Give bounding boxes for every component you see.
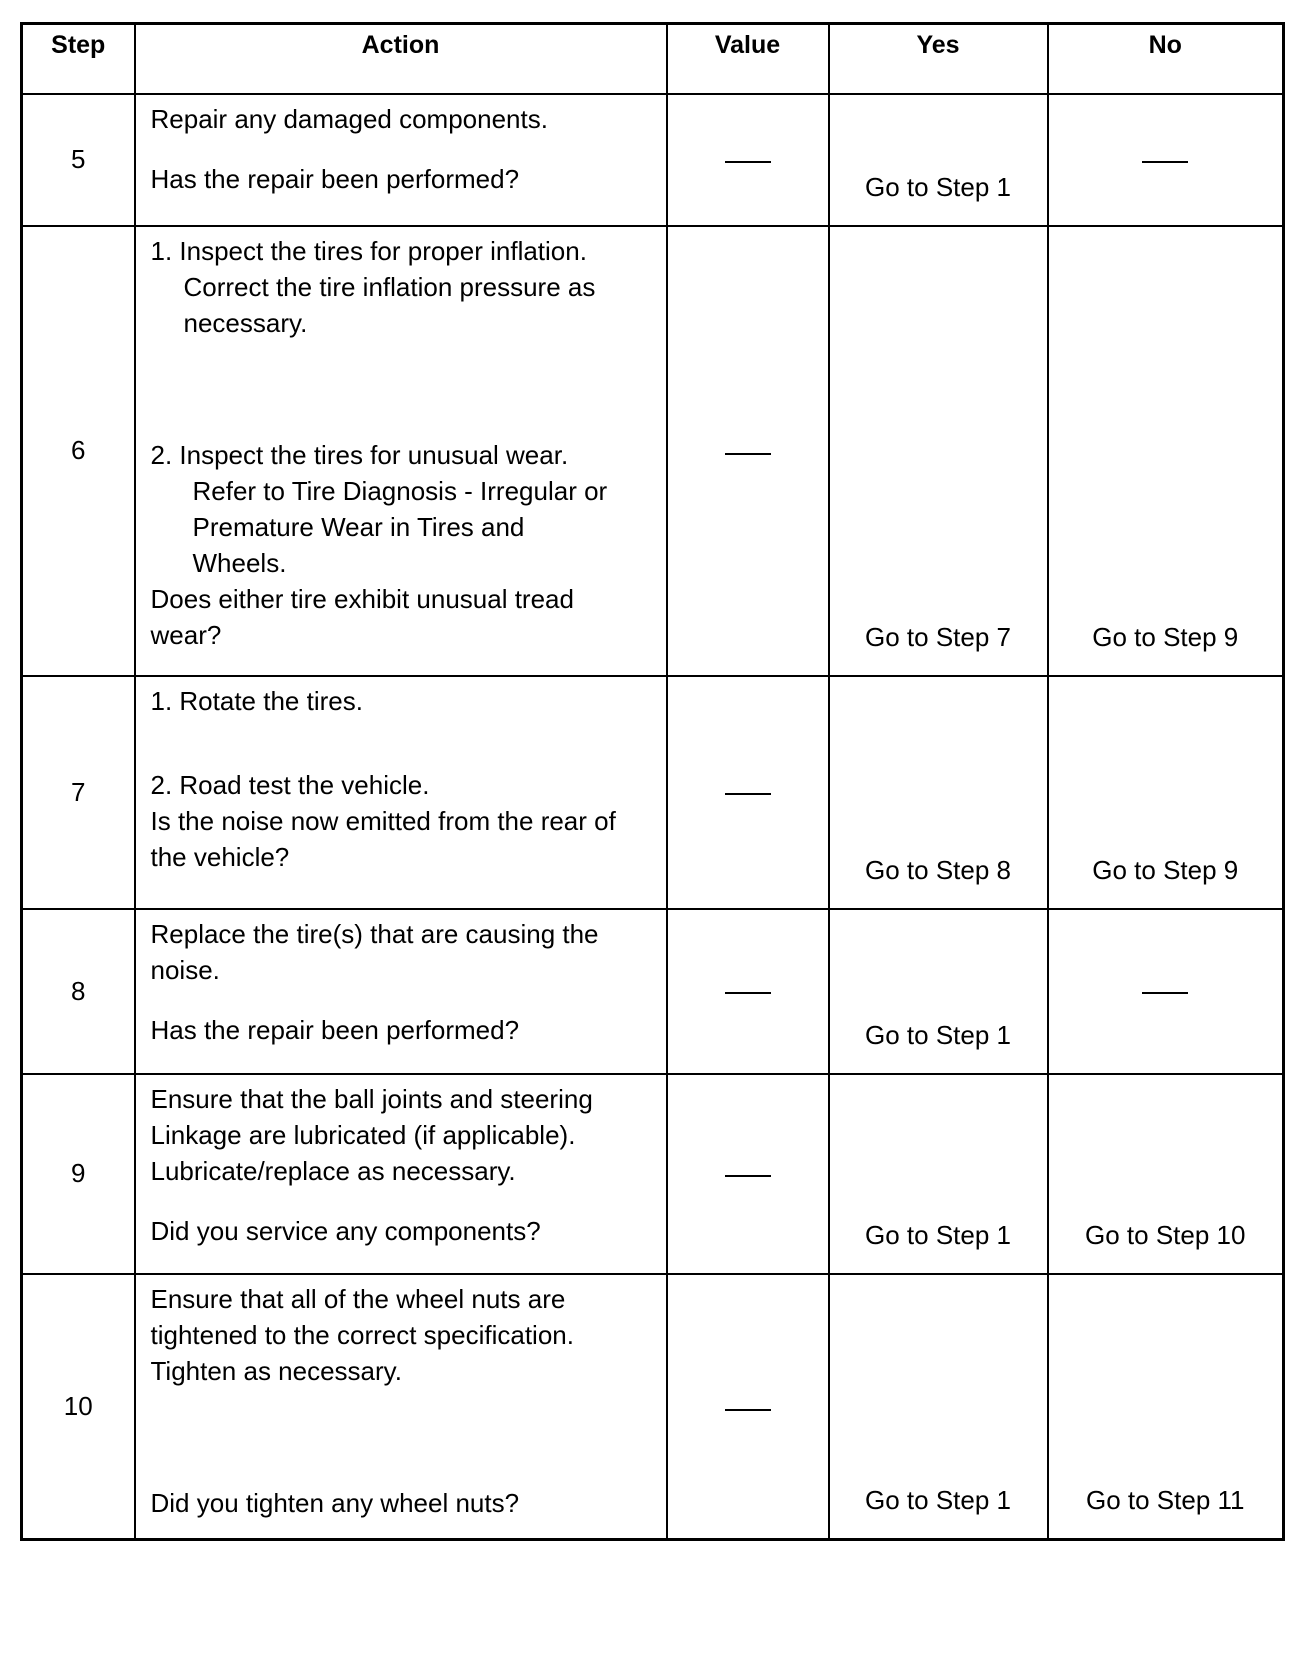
action-text: Is the noise now emitted from the rear of (150, 805, 616, 836)
value-cell (667, 1074, 829, 1274)
action-text: Ensure that all of the wheel nuts are (150, 1283, 566, 1314)
step-number: 5 (22, 94, 135, 226)
spacer (151, 365, 652, 389)
yes-cell (829, 676, 1048, 909)
step-number: 6 (22, 226, 135, 676)
table-row (22, 226, 1284, 676)
yes-cell (829, 226, 1048, 676)
action-cell (135, 1074, 667, 1274)
spacer (151, 719, 652, 743)
action-text: 1. Rotate the tires. (150, 685, 363, 716)
yes-cell (829, 909, 1048, 1074)
step-number: 7 (22, 676, 135, 909)
action-text: Refer to Tire Diagnosis - Irregular or (192, 475, 608, 506)
action-text: Did you tighten any wheel nuts? (150, 1487, 520, 1518)
spacer (151, 413, 652, 437)
not-applicable-dash (1142, 161, 1188, 163)
action-text: noise. (150, 954, 220, 985)
action-text: Has the repair been performed? (150, 163, 520, 194)
not-applicable-dash (725, 1409, 771, 1411)
header-row (22, 24, 1284, 94)
not-applicable-dash (725, 1175, 771, 1177)
spacer (151, 137, 652, 161)
value-cell (667, 226, 829, 676)
spacer (151, 1389, 652, 1413)
no-cell (1048, 226, 1284, 676)
header-value: Value (667, 24, 829, 94)
no-cell (1048, 1274, 1284, 1540)
value-cell (667, 909, 829, 1074)
action-cell (135, 909, 667, 1074)
yes-cell (829, 94, 1048, 226)
header-yes: Yes (829, 24, 1048, 94)
action-text: 2. Inspect the tires for unusual wear. (150, 439, 569, 470)
not-applicable-dash (725, 793, 771, 795)
no-goto-text: Go to Step 9 (1092, 854, 1239, 885)
action-text: 1. Inspect the tires for proper inflation. (150, 235, 587, 266)
action-text: Correct the tire inflation pressure as (183, 271, 596, 302)
action-cell (135, 94, 667, 226)
step-number: 10 (22, 1274, 135, 1540)
action-text: tightened to the correct specification. (150, 1319, 574, 1350)
spacer (151, 341, 652, 365)
spacer (151, 1189, 652, 1213)
value-cell (667, 94, 829, 226)
spacer (151, 988, 652, 1012)
yes-goto-text: Go to Step 1 (865, 1019, 1011, 1050)
action-text: Linkage are lubricated (if applicable). (150, 1119, 576, 1150)
yes-goto-text: Go to Step 8 (865, 854, 1011, 885)
value-cell (667, 676, 829, 909)
header-no: No (1048, 24, 1284, 94)
not-applicable-dash (1142, 992, 1188, 994)
action-cell (135, 1274, 667, 1540)
action-text: Premature Wear in Tires and (192, 511, 525, 542)
action-text: Tighten as necessary. (150, 1355, 402, 1386)
table-row (22, 676, 1284, 909)
action-text: Does either tire exhibit unusual tread (150, 583, 574, 614)
yes-goto-text: Go to Step 1 (865, 1485, 1011, 1515)
not-applicable-dash (725, 453, 771, 455)
spacer (151, 743, 652, 767)
action-text: Did you service any components? (150, 1215, 541, 1246)
table-body (22, 94, 1284, 1540)
header-action: Action (135, 24, 667, 94)
action-text: 2. Road test the vehicle. (150, 769, 430, 800)
spacer (151, 1461, 652, 1485)
no-cell (1048, 94, 1284, 226)
step-number: 9 (22, 1074, 135, 1274)
no-goto-text: Go to Step 11 (1085, 1485, 1245, 1515)
table-row (22, 1274, 1284, 1540)
yes-cell (829, 1274, 1048, 1540)
no-cell (1048, 909, 1284, 1074)
action-text: the vehicle? (150, 841, 290, 872)
action-cell (135, 676, 667, 909)
table-row (22, 94, 1284, 226)
no-cell (1048, 1074, 1284, 1274)
spacer (151, 389, 652, 413)
value-cell (667, 1274, 829, 1540)
no-goto-text: Go to Step 10 (1085, 1219, 1246, 1250)
action-text: necessary. (183, 307, 308, 338)
spacer (151, 1413, 652, 1437)
action-text: Repair any damaged components. (150, 103, 548, 134)
action-cell (135, 226, 667, 676)
yes-goto-text: Go to Step 7 (865, 621, 1011, 652)
diagnostic-table (20, 22, 1285, 1541)
yes-goto-text: Go to Step 1 (865, 1219, 1011, 1250)
yes-goto-text: Go to Step 1 (865, 171, 1011, 202)
spacer (151, 1437, 652, 1461)
action-text: Replace the tire(s) that are causing the (150, 918, 599, 949)
not-applicable-dash (725, 992, 771, 994)
header-step: Step (22, 24, 135, 94)
action-text: Lubricate/replace as necessary. (150, 1155, 516, 1186)
yes-cell (829, 1074, 1048, 1274)
not-applicable-dash (725, 161, 771, 163)
step-number: 8 (22, 909, 135, 1074)
action-text: Has the repair been performed? (150, 1014, 520, 1045)
table-row (22, 1074, 1284, 1274)
table-row (22, 909, 1284, 1074)
no-cell (1048, 676, 1284, 909)
no-goto-text: Go to Step 9 (1092, 621, 1239, 652)
action-text: Ensure that the ball joints and steering (150, 1083, 593, 1114)
action-text: wear? (150, 619, 222, 650)
action-text: Wheels. (192, 547, 287, 578)
